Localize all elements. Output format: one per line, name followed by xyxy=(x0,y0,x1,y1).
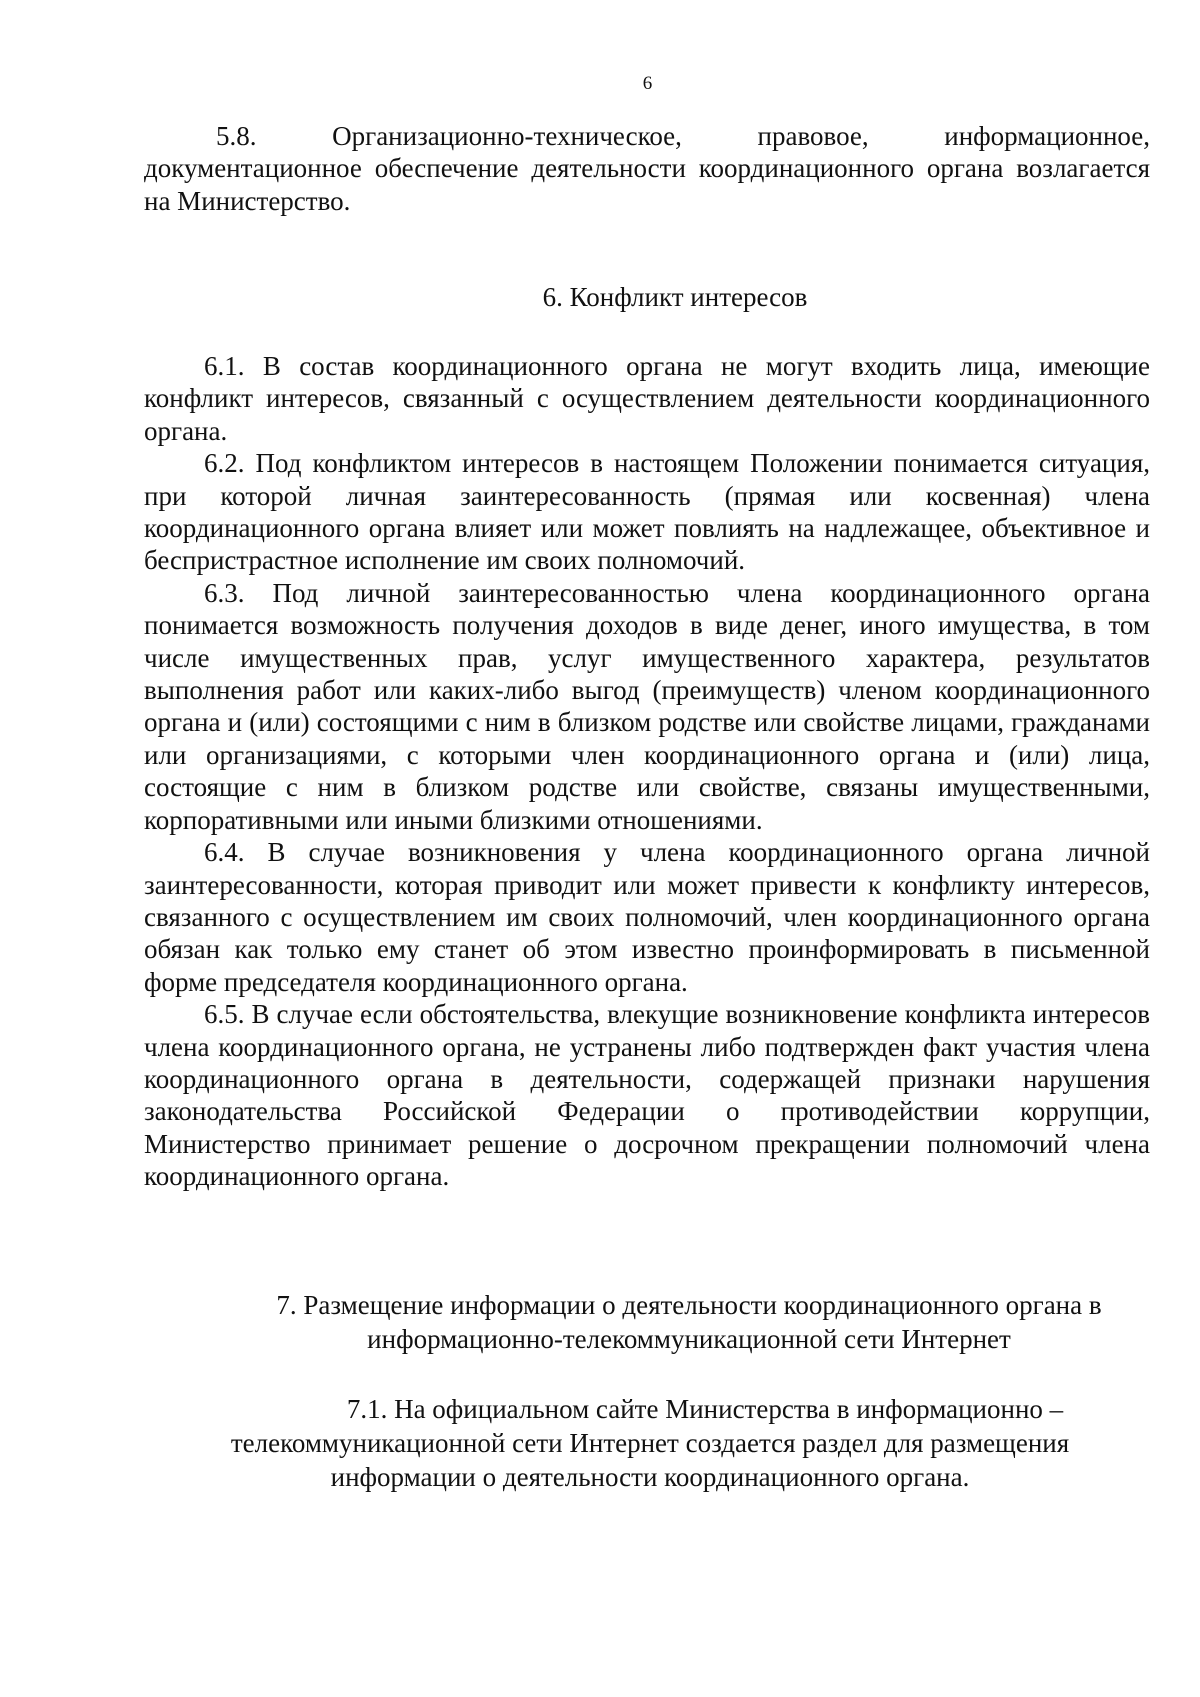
paragraph-7-1-line-1: 7.1. На официальном сайте Министерства в информационно – xyxy=(346,1394,1064,1424)
paragraph-7-1-line-3: информации о деятельности координационного органа. xyxy=(330,1462,970,1492)
section-6-body xyxy=(144,350,1150,1193)
section-6-title: 6. Конфликт интересов xyxy=(542,282,808,312)
section-7-title-line-1: 7. Размещение информации о деятельности координационного органа в xyxy=(276,1290,1102,1320)
paragraph-7-1 xyxy=(200,1392,1100,1494)
page-number: 6 xyxy=(642,73,653,94)
section-5-block xyxy=(144,120,1150,217)
paragraph-7-1-line-2: телекоммуникационной сети Интернет создается раздел для размещения xyxy=(230,1428,1070,1458)
paragraph-6-4: 6.4. В случае возникновения у члена координационного органа личной заинтересованности, которая приводит или может привести к конфликту интересов, связанного с осуществлением им своих полномочий, член координационного органа обязан как только ему станет об этом известно проинформировать в письменной форме председателя координационного органа. xyxy=(144,837,1150,997)
paragraph-6-1: 6.1. В состав координационного органа не могут входить лица, имеющие конфликт интересов, связанный с осуществлением деятельности координационного органа. xyxy=(144,351,1150,446)
paragraph-6-2: 6.2. Под конфликтом интересов в настоящем Положении понимается ситуация, при которой личная заинтересованность (прямая или косвенная) члена координационного органа влияет или может повлиять на надлежащее, объективное и беспристрастное исполнение им своих полномочий. xyxy=(144,448,1150,576)
section-7-title xyxy=(230,1288,1148,1356)
paragraph-5-8: 5.8. Организационно-техническое, правовое, информационное, документационное обеспечение деятельности координационного органа возлагается на Министерство. xyxy=(144,121,1150,216)
paragraph-6-5: 6.5. В случае если обстоятельства, влекущие возникновение конфликта интересов члена координационного органа, не устранены либо подтвержден факт участия члена координационного органа в деятельности, содержащей признаки нарушения законодательства Российской Федерации о противодействии коррупции, Министерство принимает решение о досрочном прекращении полномочий члена координационного органа. xyxy=(144,999,1150,1192)
paragraph-6-3: 6.3. Под личной заинтересованностью члена координационного органа понимается возможность получения доходов в виде денег, иного имущества, в том числе имущественных прав, услуг имущественного характера, результатов выполнения работ или каких-либо выгод (преимуществ) членом координационного органа и (или) состоящими с ним в близком родстве или свойстве лицами, гражданами или организациями, с которыми член координационного органа и (или) лица, состоящие с ним в близком родстве или свойстве, связаны имущественными, корпоративными или иными близкими отношениями. xyxy=(144,577,1150,835)
section-7-title-line-2: информационно-телекоммуникационной сети Интернет xyxy=(367,1324,1011,1354)
